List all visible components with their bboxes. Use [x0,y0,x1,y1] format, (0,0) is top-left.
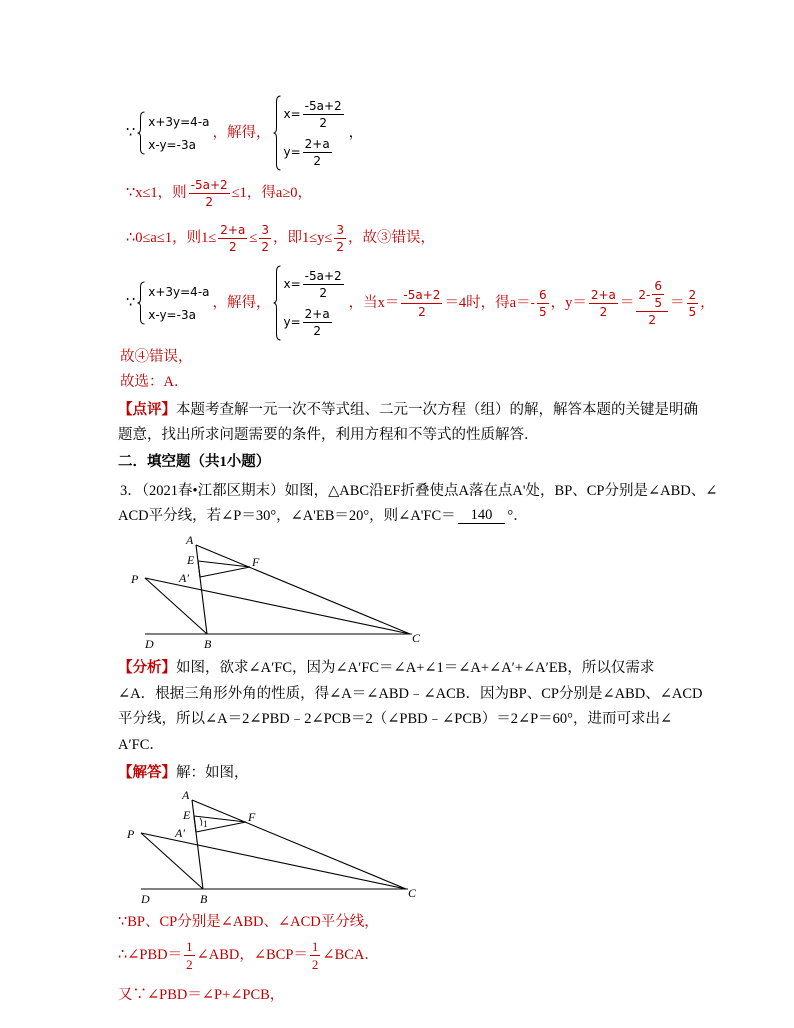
fraction-denominator: 2 [336,239,345,254]
punctuation: ， [348,124,364,141]
answer-line-2 [118,937,379,973]
triangle-figure-2 [121,785,421,907]
left-brace-icon [273,265,281,341]
equation-list [148,116,209,151]
y-lhs: y= [283,145,301,159]
analysis-line-4: A′FC． [118,736,164,753]
solution-row-5: 故④错误， [120,348,193,365]
point-label-b: B [200,892,208,906]
segment-pb [141,833,203,889]
text-segment: ∴∠PBD＝ [118,946,183,963]
equation-1: x+3y=4-a [148,284,210,299]
x-lhs: x= [283,277,301,291]
brace-path [138,112,145,154]
angle-label-1: 1 [203,819,208,829]
solve-text: ，解得， [212,294,271,311]
solution-list [284,270,346,337]
fraction-numerator: 2+a [220,222,246,237]
minus-sign: - [530,296,535,310]
point-label-c: C [412,631,421,645]
segment-ac [196,545,410,634]
fraction [259,224,271,253]
solution-list [284,100,346,167]
point-label-e: E [187,553,195,567]
punctuation: ， [700,294,715,311]
fraction [218,224,247,253]
text-segment: ∵x≤1，则 [126,184,187,201]
text-segment: ，即1≤y≤ [272,229,333,246]
fraction [334,224,346,253]
comment-line-1 [118,398,698,422]
brace-path [273,266,280,340]
fraction [401,289,442,318]
left-brace-icon [137,281,145,325]
fraction-numerator: -5a+2 [190,177,228,192]
problem-line-1: 3．（2021春•江都区期末）如图，△ABC沿EF折叠使点A落在点A'处，BP、CP分别是∠ABD、∠ [120,482,718,499]
text-segment: ≤ [249,229,258,246]
text-segment: ，当x＝ [348,294,400,311]
solution-system [273,265,346,341]
numerator-prefix: 2- [638,287,651,302]
point-label-f: F [248,810,256,824]
left-brace-icon [137,111,145,155]
fraction-denominator: 2 [648,313,657,327]
segment-pb [145,578,207,634]
fraction-denominator: 2 [599,304,608,319]
x-solution [284,100,346,129]
segment-pc [145,578,410,634]
text-segment: ＝4时，得a＝ [444,294,531,311]
x-solution [284,270,346,299]
point-label-f: F [252,555,260,569]
analysis-line-2: ∠A．根据三角形外角的性质，得∠A＝∠ABD﹣∠ACB．因为BP、CP分别是∠ABD、∠ACD [118,685,703,702]
fraction-numerator: 6 [654,279,663,293]
equation-list [148,286,209,321]
fraction-denominator: 5 [688,304,697,319]
y-solution [284,138,334,167]
because-symbol: ∵ [126,294,136,311]
comment-text: 本题考查解一元一次不等式组、二元一次方程（组）的解，解答本题的关键是明确 [176,401,698,418]
fraction-numerator: 6 [538,287,547,302]
fraction-denominator: 2 [205,194,214,209]
fraction-numerator: 2+a [304,136,330,151]
point-label-a-prime: A′ [175,826,185,840]
analysis-tag: 【分析】 [118,659,176,676]
text-segment: ≤1，得a≥0， [231,184,313,201]
text-segment: ，故③错误， [348,229,436,246]
comment-line-2: 题意，找出所求问题需要的条件，利用方程和不等式的性质解答． [118,426,539,443]
fraction-denominator: 2 [261,239,269,254]
point-label-d: D [141,892,150,906]
text-segment: °． [507,507,528,524]
fraction-numerator: -5a+2 [304,98,342,113]
solution-row-6: 故选：A． [120,373,189,390]
y-solution [284,308,334,337]
brace-path [273,96,280,170]
left-brace-icon [273,95,281,171]
text-segment: ∠BCA． [322,946,379,963]
point-label-e: E [183,808,191,822]
fraction [303,308,332,337]
nested-fraction [636,280,668,326]
equation-1: x+3y=4-a [148,114,210,129]
segment-pc [141,833,406,889]
y-lhs: y= [283,315,301,329]
answer-line-1: ∵BP、CP分别是∠ABD、∠ACD平分线， [118,913,379,930]
solution-row-2 [126,176,312,210]
triangle-figure-1 [125,530,425,652]
text-segment: ＝ [670,294,685,311]
point-label-d: D [145,637,154,651]
text-segment: ∴0≤a≤1，则1≤ [126,229,217,246]
fraction [303,270,344,299]
point-label-a-prime: A′ [179,571,189,585]
point-label-p: P [127,827,135,841]
fraction [687,289,699,318]
fraction-numerator: -5a+2 [304,268,342,283]
fraction [537,289,549,318]
fraction [189,179,230,208]
fraction-numerator: 1 [186,938,193,954]
fraction-numerator: 2+a [304,306,330,321]
fraction-denominator: 2 [186,956,193,972]
answer-tag: 【解答】 [118,764,176,781]
segment-ea-prime [198,561,200,577]
text-segment: ACD平分线，若∠P＝30°，∠A'EB＝20°，则∠A'FC＝ [118,507,456,524]
fraction [589,289,618,318]
equation-2: x-y=-3a [148,307,196,322]
text-segment: ＝ [619,294,635,311]
analysis-text: 如图，欲求∠A′FC，因为∠A′FC＝∠A+∠1＝∠A+∠A′+∠A′EB，所以仅需求 [176,659,655,676]
fraction [310,940,321,971]
fraction-numerator: -5a+2 [403,287,441,302]
problem-line-2 [118,504,528,528]
fraction-denominator: 2 [319,115,327,130]
fraction-denominator: 2 [418,304,426,319]
fraction-denominator: 2 [313,323,321,338]
section-heading: 二．填空题（共1小题） [118,453,271,470]
fraction-denominator: 5 [654,296,663,310]
fraction-denominator: 2 [313,153,321,168]
inner-fraction [652,280,664,309]
answer-intro-text: 解：如图， [176,764,249,781]
fraction-numerator [636,280,668,312]
point-label-c: C [408,886,417,900]
analysis-line-1 [118,656,654,680]
point-label-b: B [204,637,212,651]
angle-1-arc [200,818,202,826]
fraction [303,138,332,167]
segment-ea-prime [194,816,196,832]
solution-row-1 [126,94,363,172]
segment-ac [192,800,406,889]
fraction-numerator: 2+a [590,287,616,302]
fraction [184,940,195,971]
solution-row-3 [126,220,435,256]
x-lhs: x= [283,107,301,121]
fraction-numerator: 2 [688,287,697,302]
fraction-numerator: 1 [311,938,319,954]
equation-2: x-y=-3a [148,137,196,152]
brace-path [138,282,145,324]
fraction-numerator: 3 [336,222,345,237]
fraction-denominator: 2 [229,239,237,254]
fraction-denominator: 2 [311,956,319,972]
analysis-line-3: 平分线，所以∠A＝2∠PBD﹣2∠PCB＝2（∠PBD﹣∠PCB）＝2∠P＝60°，进而可求出∠ [118,710,673,727]
point-label-a: A [182,788,190,802]
equation-system [137,281,209,325]
because-symbol: ∵ [126,124,136,141]
segment-a-prime-f [200,567,250,577]
equation-system [137,111,209,155]
solution-row-4 [126,264,715,342]
answer-blank: 140 [458,508,506,525]
fraction [303,100,344,129]
text-segment: ，y＝ [550,294,587,311]
fraction-denominator: 5 [538,304,547,319]
comment-tag: 【点评】 [118,401,176,418]
fraction-denominator: 2 [319,285,327,300]
text-segment: ∠ABD，∠BCP＝ [196,946,308,963]
point-label-a: A [186,533,194,547]
answer-line-3: 又∵∠PBD＝∠P+∠PCB， [118,986,285,1003]
point-label-p: P [131,572,139,586]
solution-system [273,95,346,171]
solve-text: ，解得， [212,124,271,141]
fraction-numerator: 3 [261,222,269,237]
answer-intro [118,761,249,785]
